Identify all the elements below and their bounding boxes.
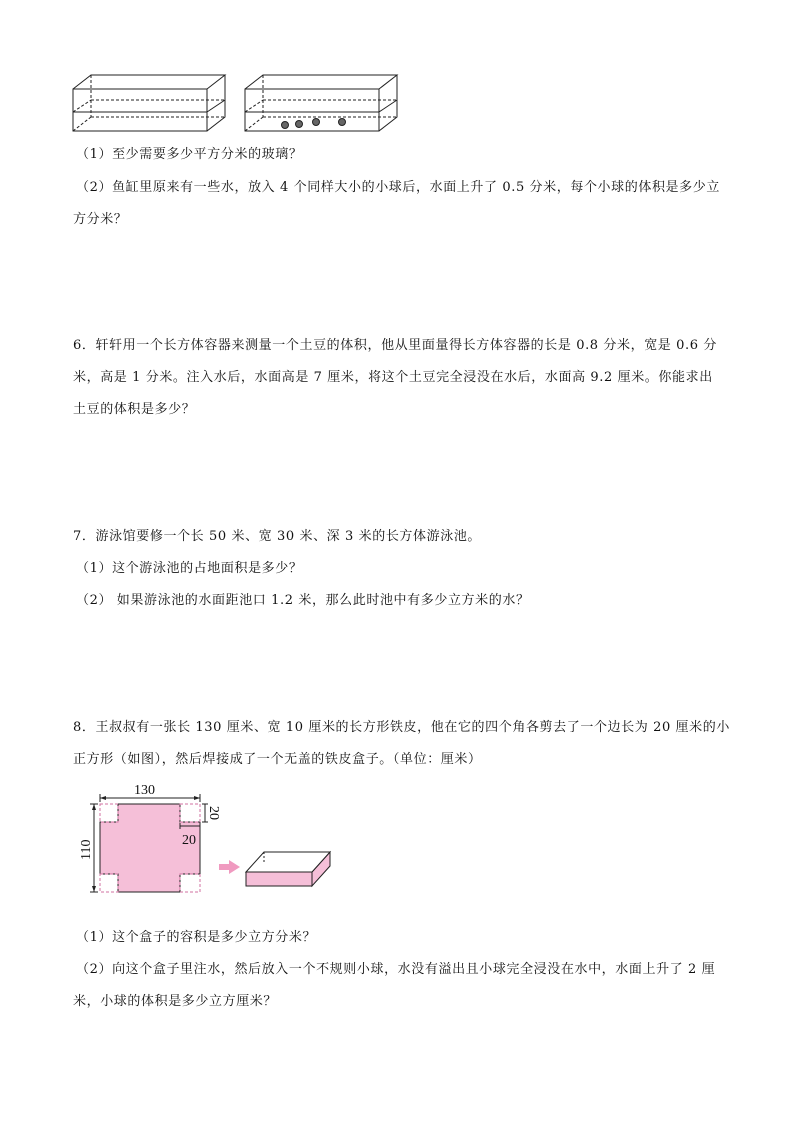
fish-tank-empty — [73, 75, 225, 131]
q5-sub1: （1）至少需要多少平方分米的玻璃？ — [76, 147, 303, 162]
label-cut-inner: 20 — [182, 833, 196, 848]
iron-sheet — [100, 804, 200, 892]
q6-line3: 土豆的体积是多少？ — [73, 402, 196, 417]
fish-tank-with-balls — [245, 75, 397, 131]
q6-line1: 6．轩轩用一个长方体容器来测量一个土豆的体积，他从里面量得长方体容器的长是 0.8 分米，宽是 0.6 分 — [73, 338, 717, 353]
q8-iron-sheet-figure — [76, 782, 336, 898]
arrow-right-icon — [219, 860, 240, 874]
q5-sub2-line1: （2）鱼缸里原来有一些水，放入 4 个同样大小的小球后，水面上升了 0.5 分米，每个小球的体积是多少立 — [76, 180, 720, 195]
q7-sub1: （1）这个游泳池的占地面积是多少？ — [76, 561, 303, 576]
label-width: 110 — [79, 839, 94, 860]
q5-sub2-line2: 方分米？ — [73, 212, 128, 227]
q7-sub2: （2） 如果游泳池的水面距池口 1.2 米，那么此时池中有多少立方米的水？ — [76, 593, 530, 608]
q8-sub2-line2: 米，小球的体积是多少立方厘米？ — [73, 994, 278, 1009]
q8-line2: 正方形（如图），然后焊接成了一个无盖的铁皮盒子。（单位：厘米） — [73, 752, 482, 767]
fish-tank-figures — [70, 72, 400, 134]
label-length: 130 — [134, 783, 155, 798]
q6-line2: 米，高是 1 分米。注入水后，水面高是 7 厘米，将这个土豆完全浸没在水后，水面高 9.2 厘米。你能求出 — [73, 370, 713, 385]
q8-line1: 8．王叔叔有一张长 130 厘米、宽 10 厘米的长方形铁皮，他在它的四个角各剪去了一个边长为 20 厘米的小 — [73, 720, 730, 735]
q7-line1: 7．游泳馆要修一个长 50 米、宽 30 米、深 3 米的长方体游泳池。 — [73, 529, 482, 544]
q8-sub2-line1: （2）向这个盒子里注水，然后放入一个不规则小球，水没有溢出且小球完全浸没在水中，水面上升了 2 厘 — [76, 962, 716, 977]
open-box — [246, 852, 330, 886]
label-cut-right: 20 — [206, 806, 221, 820]
q8-sub1: （1）这个盒子的容积是多少立方分米？ — [76, 930, 317, 945]
